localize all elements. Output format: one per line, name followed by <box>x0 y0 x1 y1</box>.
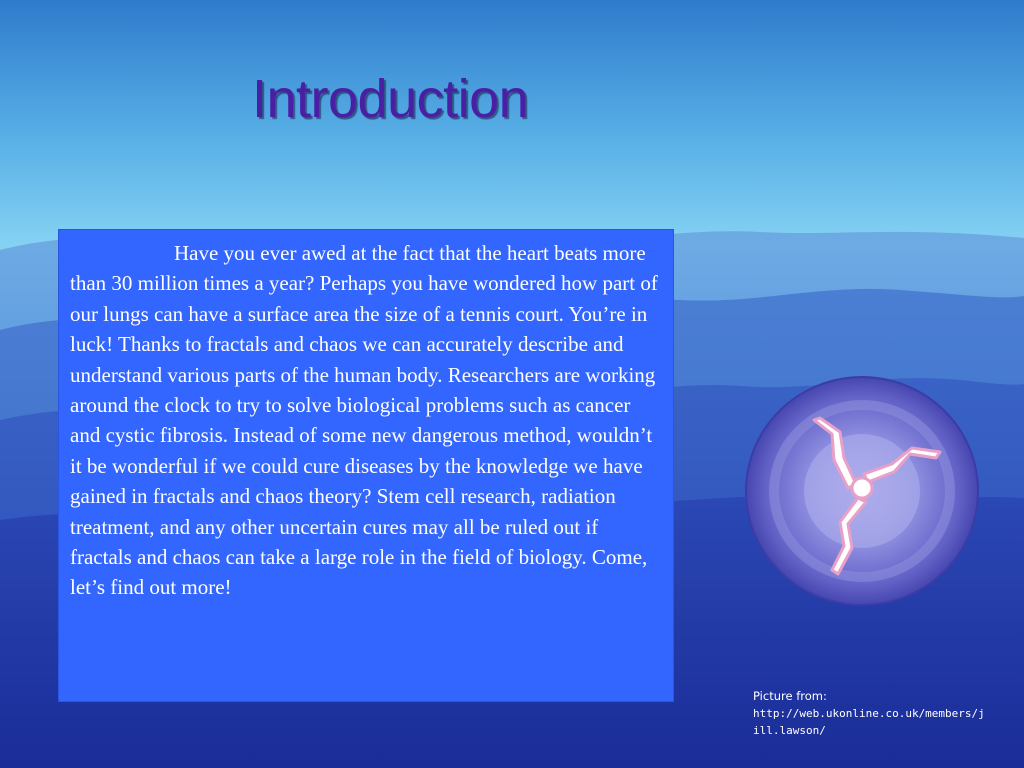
triskelion-emblem-icon <box>744 376 980 606</box>
intro-paragraph: Have you ever awed at the fact that the heart beats more than 30 million times a year? Perhaps you have wondered how part of our lungs can have a surface area the size of a tennis court. You’re in luck! Thanks to fractals and chaos we can accurately describe and understand various parts of the human body. Researchers are working around the clock to try to solve biological problems such as cancer and cystic fibrosis. Instead of some new dangerous method, wouldn’t it be wonderful if we could cure diseases by the knowledge we have gained in fractals and chaos theory? Stem cell research, radiation treatment, and any other uncertain cures may all be ruled out if fractals and chaos can take a large role in the field of biology. Come, let’s find out more! <box>70 241 658 600</box>
slide-title: Introduction <box>252 69 529 129</box>
intro-text-box <box>58 229 674 702</box>
picture-credit-label: Picture from: <box>753 689 827 703</box>
picture-credit <box>753 688 985 739</box>
picture-credit-url: http://web.ukonline.co.uk/members/jill.lawson/ <box>753 707 985 737</box>
